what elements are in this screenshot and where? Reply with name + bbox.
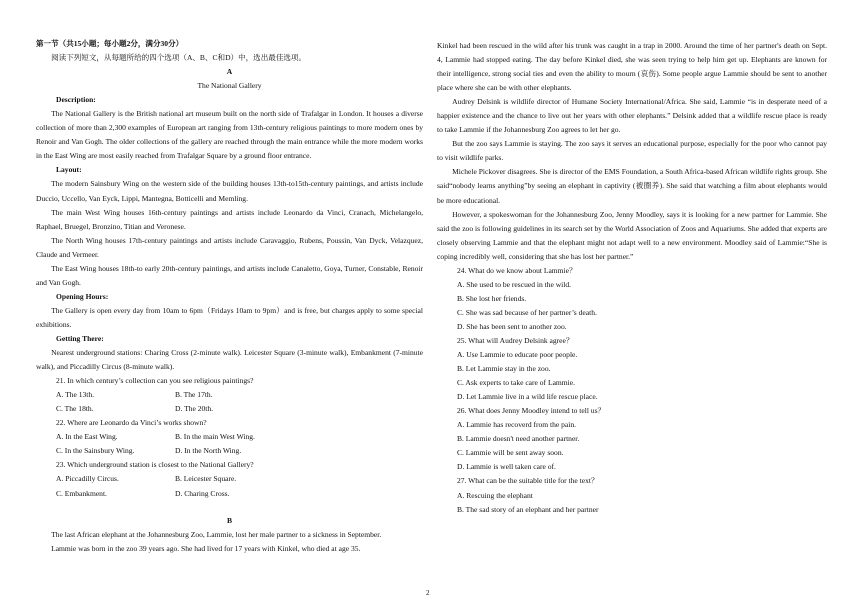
option-d[interactable]: D. Charing Cross. — [175, 488, 230, 498]
passage-a-title: The National Gallery — [197, 81, 262, 91]
option-c[interactable]: C. Embankment. — [56, 488, 107, 498]
option-c[interactable]: C. She was sad because of her partner’s death. — [457, 307, 597, 317]
option-c[interactable]: C. Lammie will be sent away soon. — [457, 448, 564, 458]
option-a[interactable]: A. Piccadilly Circus. — [56, 474, 119, 484]
option-c[interactable]: C. The 18th. — [56, 404, 94, 414]
hours-paragraph: The Gallery is open every day from 10am to 6pm（Fridays 10am to 9pm）and is free, but charges apply to some special exhibitions. — [36, 305, 423, 329]
passage-b-paragraph: Kinkel had been rescued in the wild after his trunk was caught in a trap in 2000. Around the time of her partner's death on Sept. 4, Lammie had stopped eating. The day before Kinkel died, she was seen trying to help him get up. Elephants are known for their intelligence, strong social ties and even the ability to mourn (哀伤). Some people argue Lammie should be sent to another place where she can be with other elephants. — [437, 41, 827, 93]
layout-paragraph: The North Wing houses 17th-century paintings and artists include Caravaggio, Rubens, Poussin, Van Dyck, Velazquez, Claude and Vermeer. — [36, 235, 423, 259]
option-b[interactable]: B. In the main West Wing. — [175, 432, 255, 442]
option-d[interactable]: D. The 20th. — [175, 404, 214, 414]
option-b[interactable]: B. The sad story of an elephant and her partner — [457, 504, 599, 514]
layout-paragraph: The main West Wing houses 16th-century paintings and artists include Leonardo da Vinci, Cranach, Michelangelo, Raphael, Bruegel, Bronzino, Titian and Veronese. — [36, 207, 423, 231]
option-row — [36, 444, 423, 458]
question-stem: 21. In which century’s collection can you see religious paintings? — [56, 376, 254, 386]
question-stem: 23. Which underground station is closest to the National Gallery? — [56, 460, 254, 470]
option-row — [36, 430, 423, 444]
option-b[interactable]: B. Lammie doesn't need another partner. — [457, 434, 580, 444]
getting-there-heading: Getting There: — [56, 333, 104, 343]
hours-heading: Opening Hours: — [56, 291, 109, 301]
page-number: 2 — [426, 589, 430, 597]
option-row — [36, 388, 423, 402]
passage-b-paragraph: However, a spokeswoman for the Johannesburg Zoo, Jenny Moodley, says it is looking for a new partner for Lammie. She said the zoo is following guidelines in its search set by the World Association of Zoos and Aquariums. She added that experts are closely observing Lammie and that the elephant might not adapt well to a new environment. Moodley said of Lammie:“She is coping incredibly well, considering that she has lost her partner.” — [437, 209, 827, 261]
option-row — [36, 402, 423, 416]
passage-a-letter: A — [226, 67, 233, 77]
getting-there-paragraph: Nearest underground stations: Charing Cross (2-minute walk). Leicester Square (3-minute walk), Embankment (7-minute walk), and Piccadilly Circus (8-minute walk). — [36, 348, 423, 372]
passage-b-paragraph: But the zoo says Lammie is staying. The zoo says it serves an educational purpose, especially for the poor who cannot pay to visit wildlife parks. — [437, 139, 827, 163]
layout-paragraph: The East Wing houses 18th-to early 20th-century paintings, and artists include Canaletto, Goya, Turner, Constable, Renoir and Van Gogh. — [36, 263, 423, 287]
option-b[interactable]: B. She lost her friends. — [457, 293, 527, 303]
description-paragraph: The National Gallery is the British national art museum built on the north side of Trafalgar in London. It houses a diverse collection of more than 2,300 examples of European art ranging from 13th-century religious paintings to more modern ones by Renoir and Van Gogh. The older collections of the gallery are reached through the main entrance while the more modern works in the East Wing are most easily reached from Trafalgar Square by a ground floor entrance. — [36, 109, 423, 161]
option-a[interactable]: A. She used to be rescued in the wild. — [457, 279, 572, 289]
section-instruction: 阅读下列短文，从每题所给的四个选项（A、B、C和D）中，选出最佳选项。 — [51, 53, 307, 63]
spacer — [36, 501, 423, 514]
option-b[interactable]: B. Leicester Square. — [175, 474, 237, 484]
question-stem: 25. What will Audrey Delsink agree？ — [457, 335, 574, 345]
option-a[interactable]: A. The 13th. — [56, 390, 95, 400]
option-c[interactable]: C. In the Sainsbury Wing. — [56, 446, 135, 456]
layout-heading: Layout: — [56, 165, 82, 175]
section-title: 第一节（共15小题；每小题2分，满分30分） — [36, 39, 184, 48]
description-heading: Description: — [56, 95, 96, 105]
option-a[interactable]: A. Use Lammie to educate poor people. — [457, 350, 578, 360]
right-column — [437, 39, 827, 517]
option-c[interactable]: C. Ask experts to take care of Lammie. — [457, 378, 575, 388]
question-stem: 27. What can be the suitable title for the text？ — [457, 476, 599, 486]
passage-b-paragraph: Lammie was born in the zoo 39 years ago. She had lived for 17 years with Kinkel, who died at age 35. — [51, 543, 361, 553]
passage-b-paragraph: Michele Pickover disagrees. She is director of the EMS Foundation, a South Africa-based African wildlife rights group. She said“nobody learns anything”by seeing an elephant in captivity (被圈养). She said that watching a film about elephants would be more educational. — [437, 167, 827, 205]
passage-b-letter: B — [226, 515, 233, 525]
option-row — [36, 487, 423, 501]
option-b[interactable]: B. Let Lammie stay in the zoo. — [457, 364, 551, 374]
option-d[interactable]: D. Lammie is well taken care of. — [457, 462, 556, 472]
option-row — [36, 472, 423, 486]
option-a[interactable]: A. Rescuing the elephant — [457, 490, 533, 500]
question-stem: 22. Where are Leonardo da Vinci’s works shown? — [56, 418, 207, 428]
option-b[interactable]: B. The 17th. — [175, 390, 213, 400]
option-a[interactable]: A. Lammie has recoverd from the pain. — [457, 420, 577, 430]
question-stem: 26. What does Jenny Moodley intend to tell us？ — [457, 406, 606, 416]
layout-paragraph: The modern Sainsbury Wing on the western side of the building houses 13th-to15th-century paintings, and artists include Duccio, Uccello, Van Eyck, Lippi, Mantegna, Botticelli and Memling. — [36, 179, 423, 203]
left-column — [36, 37, 423, 556]
passage-b-paragraph: The last African elephant at the Johannesburg Zoo, Lammie, lost her male partner to a sickness in September. — [51, 529, 382, 539]
option-a[interactable]: A. In the East Wing. — [56, 432, 118, 442]
passage-b-paragraph: Audrey Delsink is wildlife director of Humane Society International/Africa. She said, Lammie “is in desperate need of a happier existence and the chance to live out her years with other elephants.” Delsink added that a wildlife rescue place is ready to take Lammie if the Johannesburg Zoo agrees to let her go. — [437, 97, 827, 135]
option-d[interactable]: D. She has been sent to another zoo. — [457, 321, 567, 331]
option-d[interactable]: D. Let Lammie live in a wild life rescue place. — [457, 392, 598, 402]
question-stem: 24. What do we know about Lammie？ — [457, 265, 577, 275]
option-d[interactable]: D. In the North Wing. — [175, 446, 242, 456]
